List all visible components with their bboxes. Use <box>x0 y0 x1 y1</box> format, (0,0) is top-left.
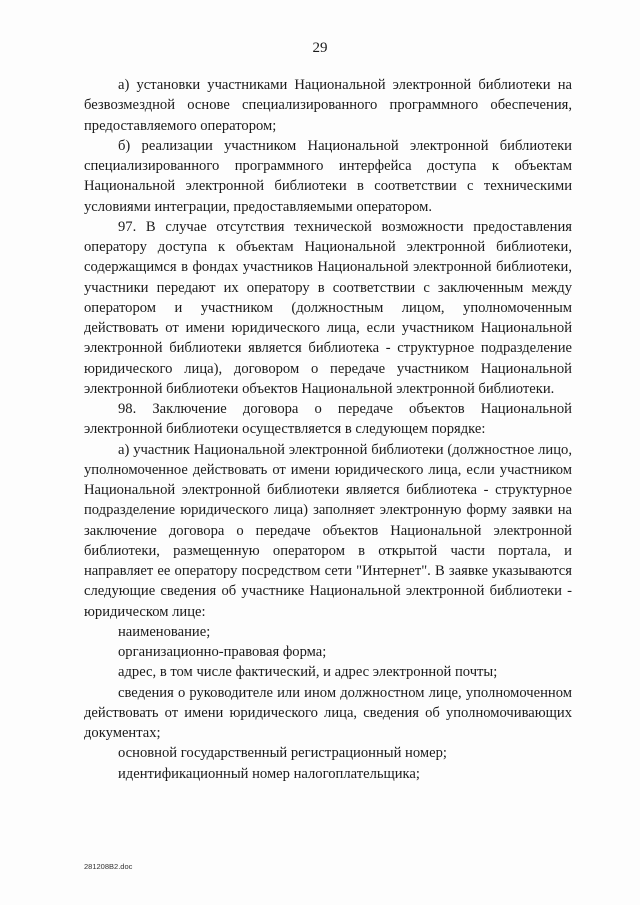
document-body <box>84 75 572 784</box>
paragraph-a-installation: а) установки участниками Национальной электронной библиотеки на безвозмездной основе специализированного программного обеспечения, предоставляемого оператором; <box>84 77 572 134</box>
list-item-address: адрес, в том числе фактический, и адрес электронной почты; <box>118 664 498 681</box>
list-item-name: наименование; <box>118 623 211 640</box>
list-item-legal-form: организационно-правовая форма; <box>118 644 327 660</box>
page-number: 29 <box>312 40 328 56</box>
list-item-ogrn: основной государственный регистрационный номер; <box>118 745 447 762</box>
footer-file-code: 281208B2.doc <box>84 862 133 871</box>
paragraph-97: 97. В случае отсутствия технической возможности предоставления оператору доступа к объектам Национальной электронной библиотеки, содержащимся в фондах участников Национальной электронной библиотеки, участники передают их оператору в соответствии с заключенным между оператором и участником (должностным лицом, уполномоченным действовать от имени юридического лица, если участником Национальной электронной библиотеки является библиотека - структурное подразделение юридического лица), договором о передаче участником Национальной электронной библиотеки объектов Национальной электронной библиотеки. <box>84 218 572 397</box>
list-item-head-info: сведения о руководителе или ином должностном лице, уполномоченном действовать от имени юридического лица, сведения об уполномочивающих документах; <box>84 684 572 741</box>
paragraph-98: 98. Заключение договора о передаче объектов Национальной электронной библиотеки осуществляется в следующем порядке: <box>84 401 572 438</box>
list-item-inn: идентификационный номер налогоплательщика; <box>118 765 420 782</box>
paragraph-b-interface: б) реализации участником Национальной электронной библиотеки специализированного программного интерфейса доступа к объектам Национальной электронной библиотеки в соответствии с техническими условиями интеграции, предоставляемыми оператором. <box>84 137 572 215</box>
paragraph-98-a: а) участник Национальной электронной библиотеки (должностное лицо, уполномоченное действовать от имени юридического лица, если участником Национальной электронной библиотеки является библиотека - структурное подразделение юридического лица) заполняет электронную форму заявки на заключение договора о передаче объектов Национальной электронной библиотеки, размещенную оператором в открытой части портала, и направляет ее оператору посредством сети "Интернет". В заявке указываются следующие сведения об участнике Национальной электронной библиотеки - юридическом лице: <box>84 441 572 620</box>
